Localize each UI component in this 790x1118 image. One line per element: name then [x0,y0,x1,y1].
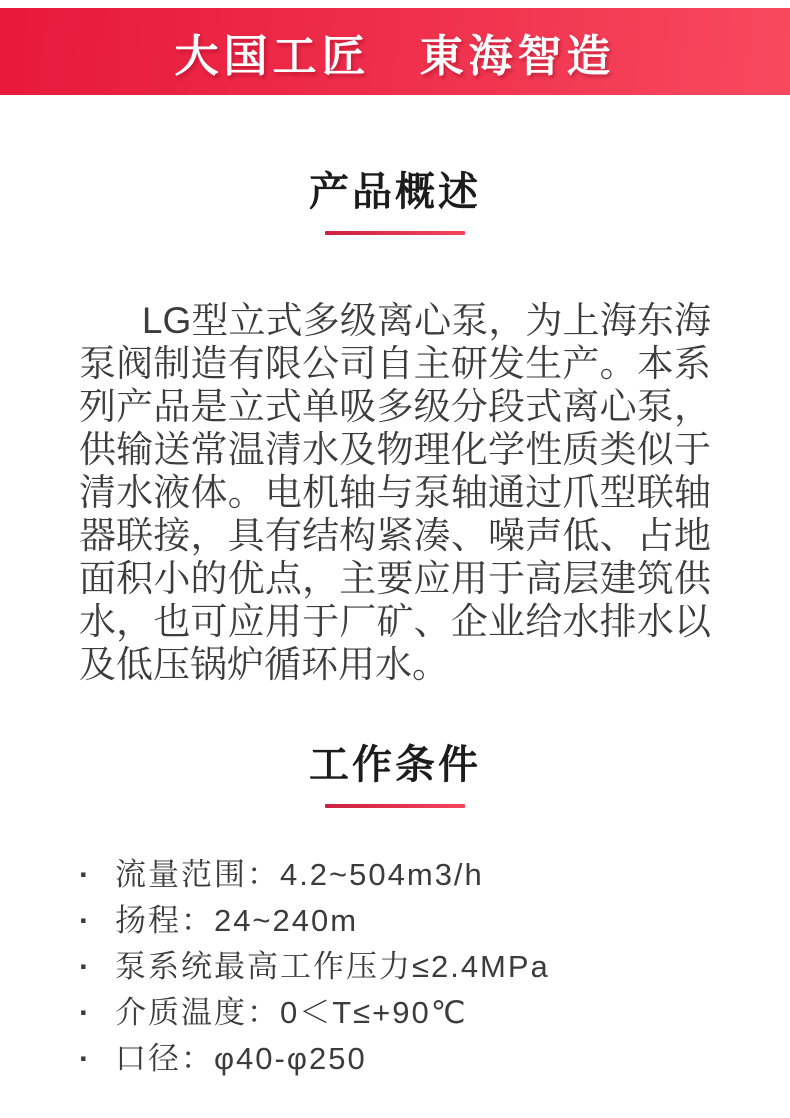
spec-item-text: 流量范围：4.2~504m3/h [114,857,484,892]
spec-list [79,852,790,1082]
brand-banner [0,8,790,95]
bullet-dot-icon: · [79,995,92,1030]
overview-section-title: 产品概述 [309,170,481,214]
bullet-dot-icon: · [79,857,92,892]
bullet-dot-icon: · [79,949,92,984]
spec-item-medium-temperature [79,990,790,1036]
top-white-strip [0,0,790,8]
red-divider [325,804,465,808]
spec-item-text: 介质温度：0＜T≤+90℃ [114,995,468,1030]
bullet-dot-icon: · [79,903,92,938]
overview-paragraph: LG型立式多级离心泵，为上海东海泵阀制造有限公司自主研发生产。本系列产品是立式单吸多级分段式离心泵，供输送常温清水及物理化学性质类似于清水液体。电机轴与泵轴通过爪型联轴器联接，具有结构紧凑、噪声低、占地面积小的优点，主要应用于高层建筑供水，也可应用于厂矿、企业给水排水以及低压锅炉循环用水。 [79,300,711,685]
spec-item-head [79,898,790,944]
overview-section-header [0,168,790,235]
conditions-section-header [0,741,790,808]
spec-item-flow-range [79,852,790,898]
spec-item-max-pressure [79,944,790,990]
spec-item-text: 口径：φ40-φ250 [114,1041,367,1076]
conditions-section-title: 工作条件 [309,743,481,787]
red-divider [325,231,465,235]
spec-item-text: 扬程：24~240m [114,903,359,938]
spec-item-text: 泵系统最高工作压力≤2.4MPa [114,949,550,984]
banner-title: 大国工匠 東海智造 [174,31,616,81]
spec-item-diameter [79,1036,790,1082]
bullet-dot-icon: · [79,1041,92,1076]
